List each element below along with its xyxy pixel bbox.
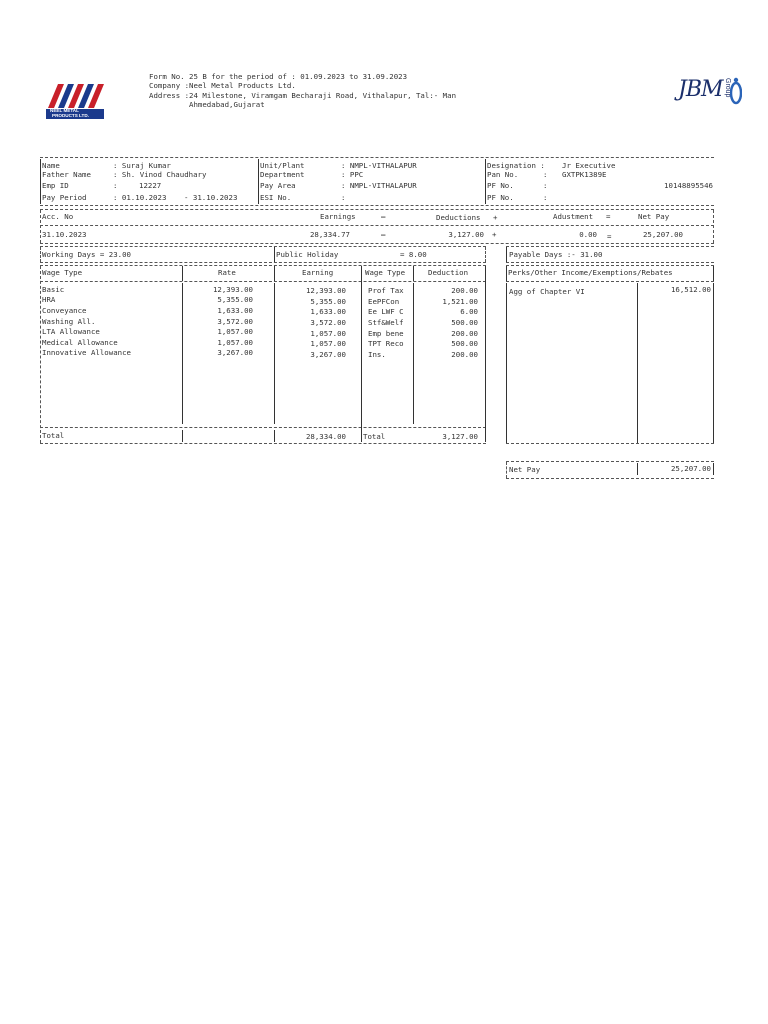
net-pay-label: Net Pay <box>638 212 670 221</box>
public-holiday-value: = 8.00 <box>400 250 427 259</box>
deduction-amount: 500.00 <box>451 339 478 348</box>
earnings-value: 28,334.77 <box>309 230 350 239</box>
public-holiday-label: Public Holiday <box>276 250 339 259</box>
wage-earning: 3,572.00 <box>310 318 346 327</box>
col-deduction-type: Wage Type <box>365 268 406 277</box>
minus-sign: – <box>381 212 386 221</box>
deduction-amount: 1,521.00 <box>442 297 478 306</box>
payable-days: Payable Days :- 31.00 <box>509 250 603 259</box>
working-days: Working Days = 23.00 <box>42 250 131 259</box>
deduction-type: Emp bene <box>368 329 404 338</box>
designation-label: Designation : <box>487 161 545 170</box>
wage-type: LTA Allowance <box>42 327 100 336</box>
logo-text-top: NEEL METAL <box>50 108 79 113</box>
empid-value: 12227 <box>139 181 162 190</box>
wage-rate: 3,572.00 <box>217 317 253 326</box>
pan-label: Pan No. <box>487 170 519 179</box>
father-value: : Sh. Vinod Chaudhary <box>113 170 207 179</box>
logo-text-bottom: PRODUCTS LTD. <box>52 113 89 118</box>
col-deduction: Deduction <box>428 268 469 277</box>
period-from: : 01.10.2023 <box>113 193 167 202</box>
perks-item-label: Agg of Chapter VI <box>509 287 585 296</box>
deduction-amount: 6.00 <box>460 307 478 316</box>
period-to: - 31.10.2023 <box>184 193 238 202</box>
net-pay-box-label: Net Pay <box>509 465 541 474</box>
col-rate: Rate <box>218 268 236 277</box>
unit-value: : NMPL-VITHALAPUR <box>341 161 417 170</box>
deduction-type: Prof Tax <box>368 286 404 295</box>
wage-earning: 12,393.00 <box>305 286 346 295</box>
jbm-logo-text: JBM <box>678 77 723 102</box>
plus-sign: + <box>493 213 498 222</box>
jbm-group-logo <box>678 72 742 108</box>
wage-type: Basic <box>42 285 65 294</box>
pf1-label: PF No. <box>487 181 514 190</box>
pan-colon: : <box>543 170 548 179</box>
adjustment-label: Adustment <box>553 212 594 221</box>
col-wage-type: Wage Type <box>42 268 83 277</box>
total-deduction: 3,127.00 <box>442 432 478 441</box>
deductions-label: Deductions <box>436 213 481 222</box>
deduction-amount: 500.00 <box>451 318 478 327</box>
designation-value: Jr Executive <box>562 161 616 170</box>
net-pay-box-value: 25,207.00 <box>670 464 711 473</box>
wage-rate: 1,057.00 <box>217 338 253 347</box>
earnings-label: Earnings <box>320 212 356 221</box>
wage-rate: 5,355.00 <box>217 295 253 304</box>
equals-sign: = <box>607 232 612 241</box>
dept-label: Department <box>260 170 305 179</box>
empid-label: Emp ID <box>42 181 69 190</box>
deductions-value: 3,127.00 <box>448 230 484 239</box>
deduction-type: Stf&Welf <box>368 318 404 327</box>
area-label: Pay Area <box>260 181 296 190</box>
deduction-amount: 200.00 <box>451 329 478 338</box>
adjustment-value: 0.00 <box>579 230 597 239</box>
col-earning: Earning <box>302 268 334 277</box>
total-label: Total <box>42 431 65 440</box>
wage-earning: 1,057.00 <box>310 329 346 338</box>
wage-earning: 5,355.00 <box>310 297 346 306</box>
group-logo-text: Group <box>724 78 731 98</box>
esi-value: : <box>341 193 346 202</box>
deduction-type: TPT Reco <box>368 339 404 348</box>
father-label: Father Name <box>42 170 91 179</box>
pf1-colon: : <box>543 181 548 190</box>
dept-value: : PPC <box>341 170 364 179</box>
plus-sign: + <box>492 230 497 239</box>
wage-type: Innovative Allowance <box>42 348 131 357</box>
deduction-type: Ins. <box>368 350 386 359</box>
wage-type: Washing All. <box>42 317 96 326</box>
name-label: Name <box>42 161 60 170</box>
address-line-1: Address :24 Milestone, Viramgam Becharaji Road, Vithalapur, Tal:- Man <box>149 91 457 100</box>
pf1-value: 10148895546 <box>664 181 713 190</box>
esi-label: ESI No. <box>260 193 292 202</box>
deduction-type: Ee LWF C <box>368 307 404 316</box>
wage-rate: 3,267.00 <box>217 348 253 357</box>
pf2-colon: : <box>543 193 548 202</box>
pf2-label: PF No. <box>487 193 514 202</box>
unit-label: Unit/Plant <box>260 161 305 170</box>
jbm-swirl-icon <box>730 76 742 106</box>
pay-date: 31.10.2023 <box>42 230 87 239</box>
deduction-amount: 200.00 <box>451 286 478 295</box>
area-value: : NMPL-VITHALAPUR <box>341 181 417 190</box>
wage-earning: 3,267.00 <box>310 350 346 359</box>
wage-rate: 12,393.00 <box>212 285 253 294</box>
wage-earning: 1,633.00 <box>310 307 346 316</box>
period-label: Pay Period <box>42 193 87 202</box>
empid-colon: : <box>113 181 118 190</box>
form-line: Form No. 25 B for the period of : 01.09.2023 to 31.09.2023 <box>149 72 408 81</box>
net-pay-value: 25,207.00 <box>642 230 683 239</box>
acc-label: Acc. No <box>42 212 74 221</box>
perks-header: Perks/Other Income/Exemptions/Rebates <box>508 268 673 277</box>
deduction-amount: 200.00 <box>451 350 478 359</box>
equals-sign: = <box>606 212 611 221</box>
pan-value: GXTPK1389E <box>562 170 607 179</box>
wage-earning: 1,057.00 <box>310 339 346 348</box>
wage-type: HRA <box>42 295 56 304</box>
wage-rate: 1,057.00 <box>217 327 253 336</box>
neel-metal-logo <box>44 80 106 120</box>
address-line-2: Ahmedabad,Gujarat <box>189 100 265 109</box>
wage-rate: 1,633.00 <box>217 306 253 315</box>
wage-type: Conveyance <box>42 306 87 315</box>
perks-item-value: 16,512.00 <box>670 285 711 294</box>
wage-type: Medical Allowance <box>42 338 118 347</box>
total-earning: 28,334.00 <box>305 432 346 441</box>
deduction-total-label: Total <box>363 432 386 441</box>
minus-sign: – <box>381 230 386 239</box>
deduction-type: EePFCon <box>368 297 400 306</box>
name-value: : Suraj Kumar <box>113 161 171 170</box>
company-line: Company :Neel Metal Products Ltd. <box>149 81 296 90</box>
